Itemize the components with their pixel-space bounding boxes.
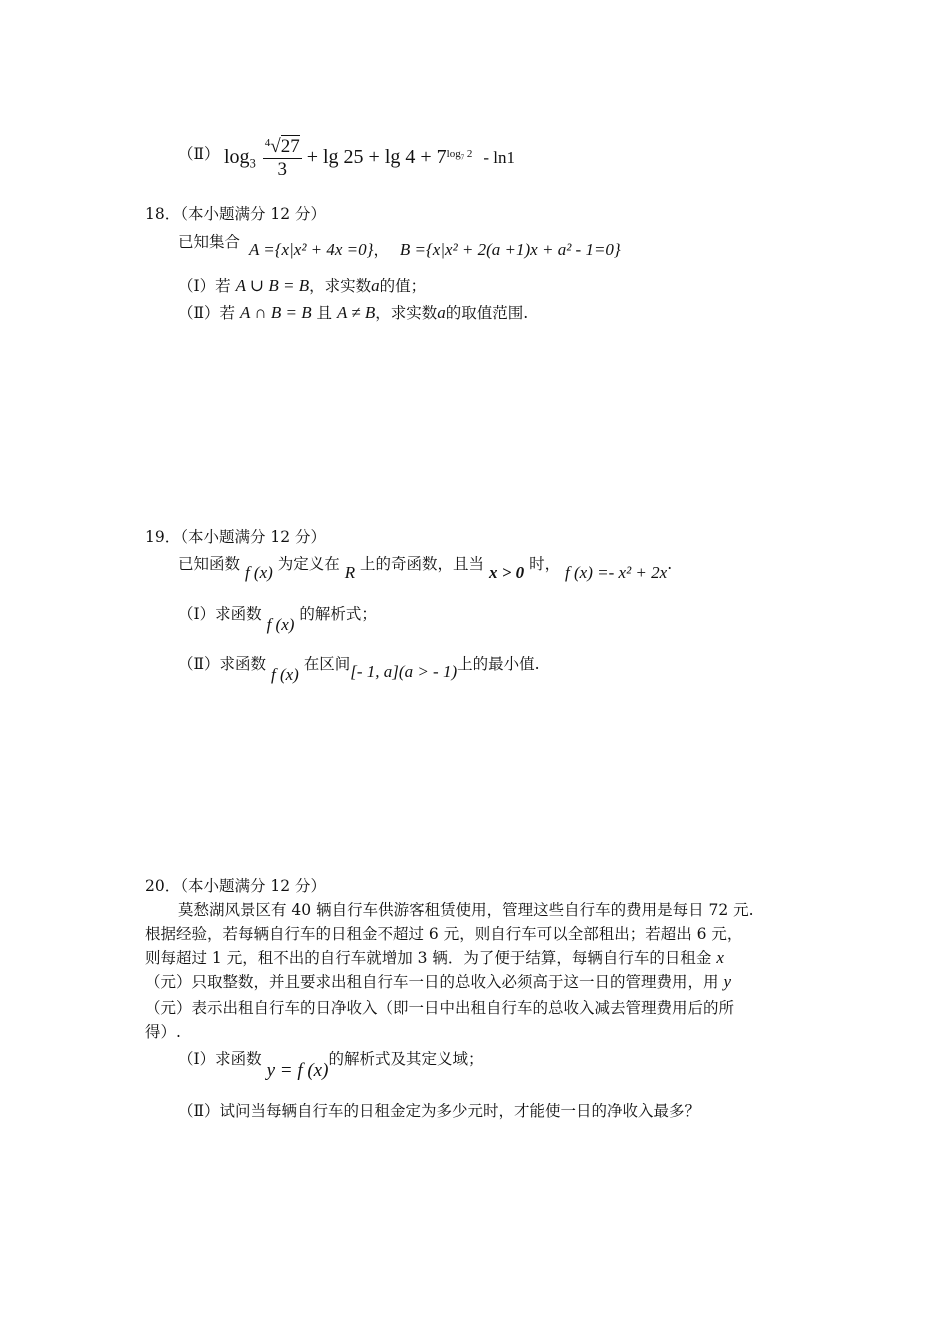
q17-part2-label: （Ⅱ） — [178, 145, 220, 163]
q20-line-6: 得）. — [145, 1023, 181, 1041]
q17-expression: $\log_3$ $\frac{^4√27}{3}$ + $\lg 25 + \lg 4 + 7^{log_7 2} - \ln 1$ — [224, 136, 516, 180]
q19-heading: 19．（本小题满分 12 分） — [145, 528, 327, 546]
q20-part1: （Ⅰ）求函数 y = f (x)的解析式及其定义域； — [178, 1050, 484, 1081]
q20-line-5: （元）表示出租自行车的日净收入（即一日中出租自行车的总收入减去管理费用后的所 — [145, 999, 735, 1017]
q20-part2: （Ⅱ）试问当每辆自行车的日租金定为多少元时，才能使一日的净收入最多？ — [178, 1102, 701, 1120]
set-a: A ={x|x² + 4x =0} — [248, 240, 374, 259]
q18-intro: 已知集合 A ={x|x² + 4x =0}， B ={x|x² + 2(a +1)x + a² - 1=0} — [178, 233, 621, 259]
q20-line-1: 莫愁湖风景区有 40 辆自行车供游客租赁使用，管理这些自行车的费用是每日 72 元. — [178, 901, 754, 919]
q20-line-4: （元）只取整数，并且要求出租自行车一日的总收入必须高于这一日的管理费用，用 y — [145, 972, 731, 991]
q20-line-3: 则每超过 1 元，租不出的自行车就增加 3 辆．为了便于结算，每辆自行车的日租金 x — [145, 948, 724, 967]
set-b: B ={x|x² + 2(a +1)x + a² - 1=0} — [399, 240, 621, 259]
q18-part1: （Ⅰ）若 A ∪ B = B，求实数a的值； — [178, 276, 427, 295]
q20-line-2: 根据经验，若每辆自行车的日租金不超过 6 元，则自行车可以全部租出；若超出 6 元， — [145, 925, 743, 943]
q17-fraction: $\frac{^4√27}{3}$ — [264, 136, 300, 180]
q19-part1: （Ⅰ）求函数 f (x) 的解析式； — [178, 605, 377, 634]
q20-heading: 20．（本小题满分 12 分） — [145, 877, 327, 895]
q18-part2: （Ⅱ）若 A ∩ B = B 且 A ≠ B，求实数a的取值范围. — [178, 303, 529, 322]
q19-intro: 已知函数 f (x) 为定义在 R 上的奇函数，且当 x > 0 时， f (x) =- x² + 2x. — [178, 555, 673, 582]
q19-part2: （Ⅱ）求函数 f (x) 在区间[- 1, a](a > - 1)上的最小值. — [178, 655, 540, 684]
q18-heading: 18．（本小题满分 12 分） — [145, 205, 327, 223]
